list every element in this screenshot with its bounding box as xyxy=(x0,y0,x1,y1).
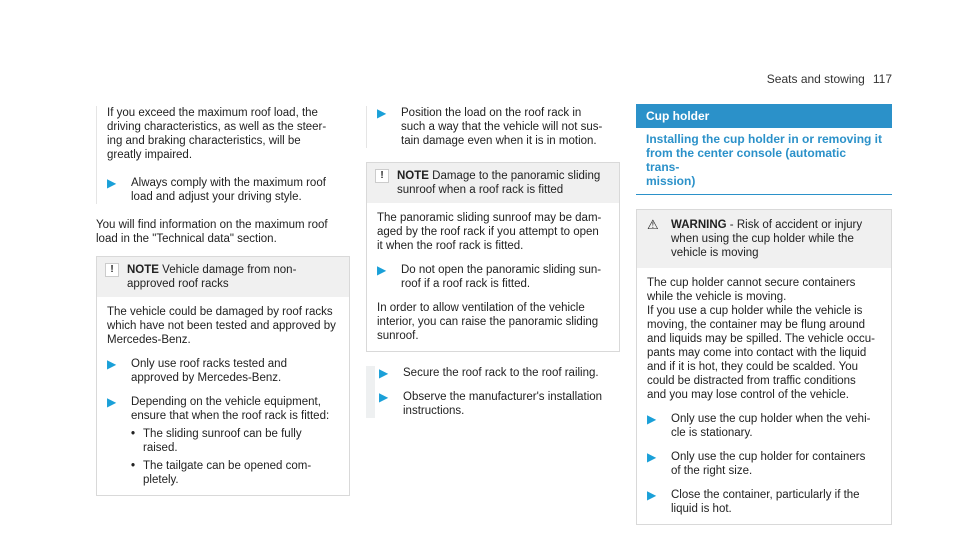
arrow-icon: ▶ xyxy=(647,488,657,502)
instruction-item: ▶ Secure the roof rack to the roof railing. xyxy=(379,366,599,380)
warning-box xyxy=(636,209,892,525)
chapter-title: Seats and stowing xyxy=(766,72,865,86)
list-item: • The tailgate can be opened com- pletely. xyxy=(131,460,312,486)
note-icon: ! xyxy=(375,169,389,183)
section-heading: Cup holder xyxy=(636,104,892,128)
note-box-roof-racks xyxy=(96,256,350,496)
note-header: ! NOTE Vehicle damage from non- approved roof racks xyxy=(97,257,349,297)
arrow-icon: ▶ xyxy=(647,412,657,426)
column-1 xyxy=(96,106,350,496)
instruction-item: ▶ Always comply with the maximum roof load and adjust your driving style. xyxy=(107,176,326,203)
paragraph-technical-data: You will find information on the maximum roof load in the "Technical data" section. xyxy=(96,219,328,245)
arrow-icon: ▶ xyxy=(379,366,389,380)
warning-text: The cup holder cannot secure containers while the vehicle is moving. If you use a cup holder while the vehicle is moving, the container may be flung around and liquids may be spilled. The vehicle occu- pants may come into contact with the liquid and if it is hot, they could be scalded. You could be distracted from traffic conditions and you may lose control of the vehicle. xyxy=(647,277,875,401)
column-3 xyxy=(636,104,892,525)
instruction-item: ▶ Position the load on the roof rack in such a way that the vehicle will not sus- tain damage even when it is in motion. xyxy=(377,106,603,147)
page-header xyxy=(767,72,892,86)
instruction-item: ▶ Close the container, particularly if the liquid is hot. xyxy=(647,488,860,515)
note-text: The panoramic sliding sunroof may be dam- aged by the roof rack if you attempt to open it when the roof rack is fitted. xyxy=(377,212,602,252)
note-box-sunroof xyxy=(366,162,620,352)
arrow-icon: ▶ xyxy=(107,395,117,409)
paragraph-roof-load: If you exceed the maximum roof load, the driving characteristics, as well as the steer- ing and braking characteristics, will be greatly impaired. xyxy=(107,107,327,161)
instruction-item: ▶ Only use the cup holder for containers of the right size. xyxy=(647,450,866,477)
instruction-item: ▶ Only use roof racks tested and approved by Mercedes-Benz. xyxy=(107,357,287,384)
arrow-icon: ▶ xyxy=(107,357,117,371)
note-icon: ! xyxy=(105,263,119,277)
note-header: ! NOTE Damage to the panoramic sliding sunroof when a roof rack is fitted xyxy=(367,163,619,203)
note-text-ventilation: In order to allow ventilation of the vehicle interior, you can raise the panoramic sliding sunroof. xyxy=(377,302,599,342)
warning-icon: ⚠ xyxy=(647,217,659,232)
arrow-icon: ▶ xyxy=(377,263,387,277)
warning-header: ⚠ WARNING - Risk of accident or injury when using the cup holder while the vehicle is moving xyxy=(637,210,891,268)
page-number: 117 xyxy=(872,72,892,86)
arrow-icon: ▶ xyxy=(377,106,387,120)
instruction-item: ▶ Only use the cup holder when the vehi- cle is stationary. xyxy=(647,412,871,439)
instruction-item: ▶ Depending on the vehicle equipment, ensure that when the roof rack is fitted: • The sliding sunroof can be fully raised. • The tailgate can be opened com- pletely. xyxy=(107,395,330,486)
condition-list xyxy=(131,427,329,487)
instruction-item: ▶ Do not open the panoramic sliding sun- roof if a roof rack is fitted. xyxy=(377,263,602,290)
column-2 xyxy=(366,106,620,418)
note-text: The vehicle could be damaged by roof racks which have not been tested and approved by Mercedes-Benz. xyxy=(107,306,336,346)
arrow-icon: ▶ xyxy=(107,176,117,190)
instruction-item: ▶ Observe the manufacturer's installation instructions. xyxy=(379,390,603,417)
list-item: • The sliding sunroof can be fully raised. xyxy=(131,428,302,454)
arrow-icon: ▶ xyxy=(379,390,389,404)
subsection-heading: Installing the cup holder in or removing it from the center console (automatic trans- mission) xyxy=(636,128,892,195)
arrow-icon: ▶ xyxy=(647,450,657,464)
